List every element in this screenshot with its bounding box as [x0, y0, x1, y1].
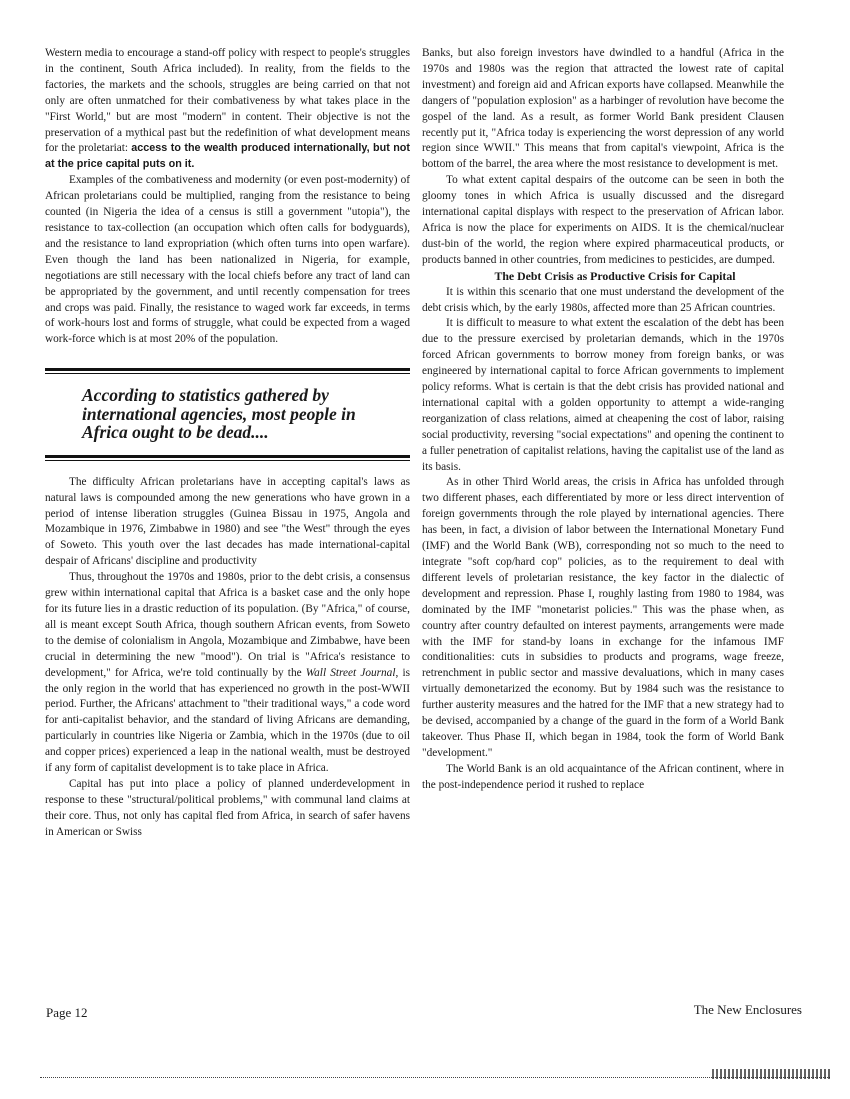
pull-quote-rule-top — [45, 368, 410, 371]
paragraph-text: Western media to encourage a stand-off policy with respect to people's struggles in the continent, South Africa included). In reality, from the fields to the factories, the markets and the schools, struggles are being carried on that not only are often unmatched for their combativeness by what takes place in the "First World," but are most "modern" in content. Their objective is not the preservation of a mythical past but the redefinition of what development means for the proletariat: — [45, 47, 410, 155]
paragraph: The World Bank is an old acquaintance of the African continent, where in the post-independence period it rushed to replace — [422, 762, 784, 791]
paragraph: Capital has put into place a policy of planned underdevelopment in response to these "structural/political problems," with communal land claims at their core. Thus, not only has capital fled from Africa, in search of safer havens in American or Swiss — [45, 777, 410, 838]
paragraph: The difficulty African proletarians have in accepting capital's laws as natural laws is compounded among the new generations who have grown in a period of intense liberation struggles (Guinea Bissau in 1975, Angola and Mozambique in 1976, Zimbabwe in 1980) and see "the West" through the eyes of Soweto. This youth over the last decades has made international-capital despair of Africans' discipline and productivity — [45, 475, 410, 568]
paragraph-text: , is the only region in the world that has experienced no growth in the post-WWII period. Further, the Africans' attachment to "their traditional ways," a code word for anti-capitalist behavior, and the standard of living Africans are demanding, particularly in countries like Nigeria or Zambia, which in the 1970s (due to oil and copper prices) experienced a leap in the national wealth, must be destroyed if any form of capitalist development is to take place in Africa. — [45, 666, 411, 775]
pull-quote — [45, 368, 410, 461]
right-column — [422, 46, 784, 794]
paragraph: It is difficult to measure to what extent the escalation of the debt has been due to the pressure exercised by proletarian demands, which in the 1970s forced African governments to borrow money from foreign banks, or was engineered by international capital to force African governments to implement policy reforms. What is certain is that the debt crisis has provided national and international capital with a golden opportunity to attempt a wide-ranging reorganization of class relations, aimed at cheapening the cost of labor, raising social productivity, reversing "social expectations" and opening the continent to a fuller penetration of capitalist relations, having the capitalist use of the land as its basis. — [422, 317, 784, 473]
pull-quote-rule-bottom — [45, 455, 410, 458]
pull-quote-rule-bottom-thin — [45, 460, 410, 461]
paragraph — [45, 46, 410, 173]
bold-emphasis: access to the wealth produced internationally, but not at the price capital puts on it. — [45, 142, 410, 171]
paragraph: As in other Third World areas, the crisis in Africa has unfolded through two different phases, each differentiated by more or less direct intervention of foreign governments through the role played by international agencies. There has been, in fact, a division of labor between the International Monetary Fund (IMF) and the World Bank (WB), corresponding not so much to the need to integrate "soft cop/hard cop" policies, as to the requirement to deal with different levels of proletarian resistance, the key factor in the dialectic of development and repression. Phase I, roughly lasting from 1980 to 1984, was dominated by the IMF "monetarist policies." This was the phase when, as country after country defaulted on interest payments, arrangements were made with the IMF for stand-by loans in exchange for the infamous IMF conditionalities: cuts in subsidies to products and programs, wage freeze, retrenchment in public sector and massive devaluations, which in many cases virtually demonetarized the economy. But by 1984 such was the resistance to further austerity measures and the hatred for the IMF that a new strategy had to be devised, accompanied by a change of the guard in the form of a World Bank takeover. Thus Phase II, which began in 1984, took the form of World Bank "development." — [422, 476, 784, 759]
paragraph-text: Thus, throughout the 1970s and 1980s, prior to the debt crisis, a consensus grew within international capital that Africa is a basket case and the only hope for its future lies in a drastic reduction of its population. (By "Africa," of course, all is meant except South Africa, though southern African events, from Soweto to the demise of colonialism in Angola, Mozambique and Zimbabwe, have been crucial in determining the new "mood"). On trial is "Africa's resistance to development," for Africa, we're told continually by the — [45, 571, 410, 679]
section-heading: The Debt Crisis as Productive Crisis for Capital — [494, 268, 736, 283]
paragraph: Banks, but also foreign investors have dwindled to a handful (Africa in the 1970s and 1980s was the region that attracted the lowest rate of capital investment) and foreign aid and African exports have collapsed. Meanwhile the dangers of "population explosion" as a harbinger of revolution have become the gospel of the land. As a result, as former World Bank president Clausen recently put it, "Africa today is experiencing the worst depression of any world region since WWII." This means that from capital's viewpoint, Africa is the bottom of the barrel, the area where the most resistance to development is met. — [422, 47, 784, 171]
page-number: Page 12 — [46, 1005, 88, 1020]
paragraph — [45, 570, 410, 777]
pull-quote-text: According to statistics gathered by international agencies, most people in Africa ought to be dead.... — [82, 385, 356, 443]
scan-artifact — [712, 1069, 832, 1079]
paragraph: To what extent capital despairs of the outcome can be seen in both the gloomy tones in which Africa is usually discussed and the disregard international capital displays with respect to the preservation of African labor. Africa is now the place for experiments on AIDS. It is the chemical/nuclear dust-bin of the world, the region where expired pharmaceutical products, or products banned in other countries, from medicines to pesticides, are dumped. — [422, 174, 784, 266]
paragraph: Examples of the combativeness and modernity (or even post-modernity) of African proletarians could be multiplied, ranging from the resistance to being counted (in Nigeria the idea of a census is still a government "utopia"), the resistance to tax-collection (an occupation which often calls for bodyguards), and the resistance to land expropriation (which often turns into open warfare). Even though the land has been nationalized in Nigeria, for example, negotiations are still necessary with the local chiefs before any tract of land can be appropriated by the government, and until recently compensation for trees and crops was paid. Finally, the resistance to waged work far exceeds, in terms of work-hours lost and forms of struggle, what could be expected from a waged work-force which is at most 20% of the population. — [45, 174, 410, 346]
publication-name: Wall Street Journal — [305, 666, 396, 679]
publication-title: The New Enclosures — [693, 1002, 802, 1017]
left-column — [45, 46, 410, 841]
paragraph: It is within this scenario that one must understand the development of the debt crisis which, by the early 1980s, affected more than 25 African countries. — [422, 285, 784, 314]
